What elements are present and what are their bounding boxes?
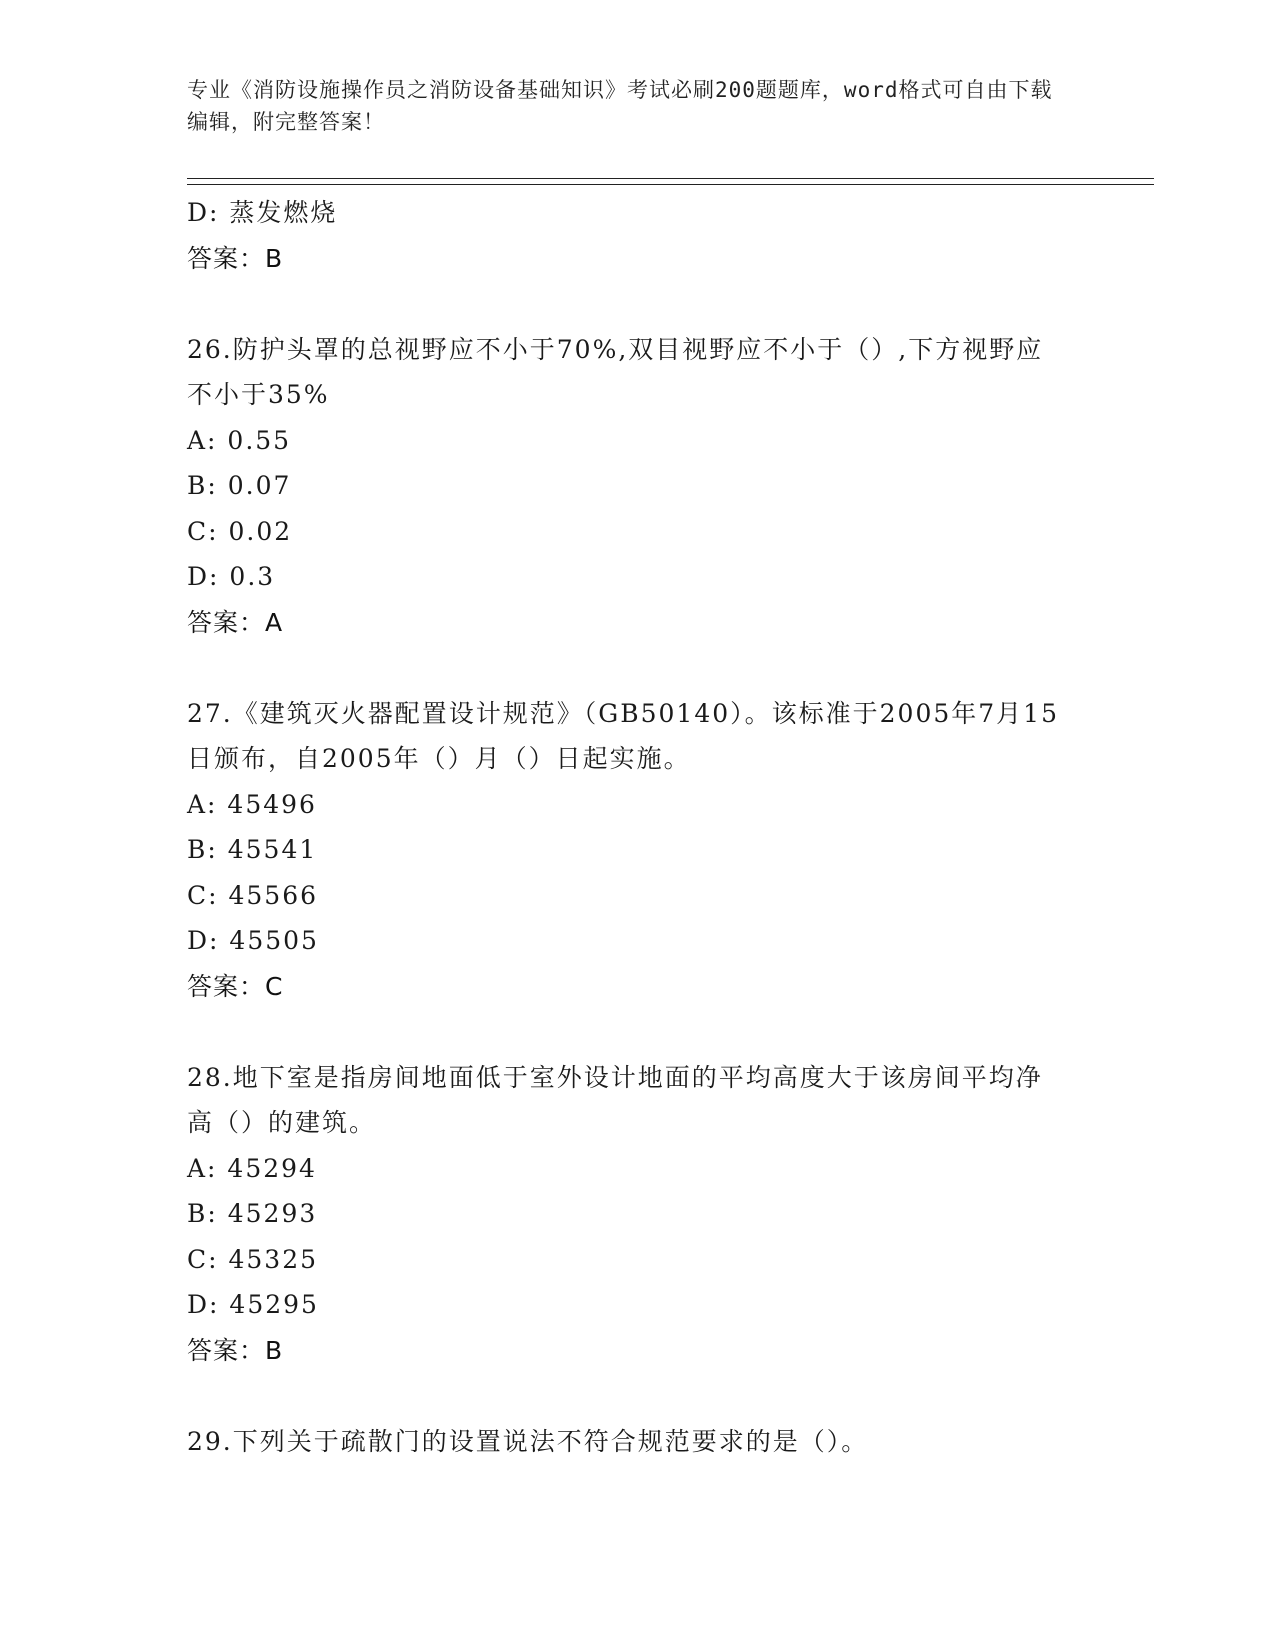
- question-stem: 27.《建筑灭火器配置设计规范》（GB50140）。该标准于2005年7月15日颁布，自2005年（）月（）日起实施。: [187, 698, 1059, 773]
- spacer: [187, 1373, 1087, 1419]
- answer-line: 答案：B: [187, 243, 284, 273]
- option-a: A: 45496: [187, 789, 317, 819]
- option-b: B: 0.07: [187, 471, 292, 500]
- option-b: B: 45293: [187, 1199, 318, 1228]
- answer-line: 答案：C: [187, 971, 284, 1001]
- option-c: C: 0.02: [187, 516, 293, 546]
- spacer: [187, 1009, 1087, 1055]
- option-d: D: 45295: [187, 1290, 319, 1319]
- header-text: 专业《消防设施操作员之消防设备基础知识》考试必刷200题题库，word格式可自由下载编辑，附完整答案！: [187, 78, 1053, 134]
- question-29: [187, 1419, 1087, 1465]
- document-body: [187, 190, 1087, 1464]
- question-stem: 29.下列关于疏散门的设置说法不符合规范要求的是（）。: [187, 1426, 869, 1456]
- question-27: [187, 691, 1087, 1010]
- answer-line: 答案：B: [187, 1335, 284, 1365]
- option-a: A: 0.55: [187, 425, 292, 455]
- spacer: [187, 281, 1087, 327]
- question-prev-tail: [187, 190, 1087, 281]
- answer-line: 答案：A: [187, 607, 284, 637]
- option-a: A: 45294: [187, 1153, 317, 1183]
- question-stem: 28.地下室是指房间地面低于室外设计地面的平均高度大于该房间平均净高（）的建筑。: [187, 1062, 1043, 1137]
- option-c: C: 45325: [187, 1244, 319, 1274]
- question-26: [187, 327, 1087, 646]
- question-28: [187, 1055, 1087, 1374]
- header-divider: [187, 178, 1154, 185]
- option-d: D: 45505: [187, 926, 319, 955]
- question-stem: 26.防护头罩的总视野应不小于70%,双目视野应不小于（）,下方视野应不小于35%: [187, 334, 1044, 409]
- option-c: C: 45566: [187, 880, 319, 910]
- document-header: [187, 74, 1067, 138]
- option-d: D: 0.3: [187, 562, 276, 591]
- spacer: [187, 645, 1087, 691]
- option-d: D: 蒸发燃烧: [187, 198, 338, 227]
- option-b: B: 45541: [187, 835, 318, 864]
